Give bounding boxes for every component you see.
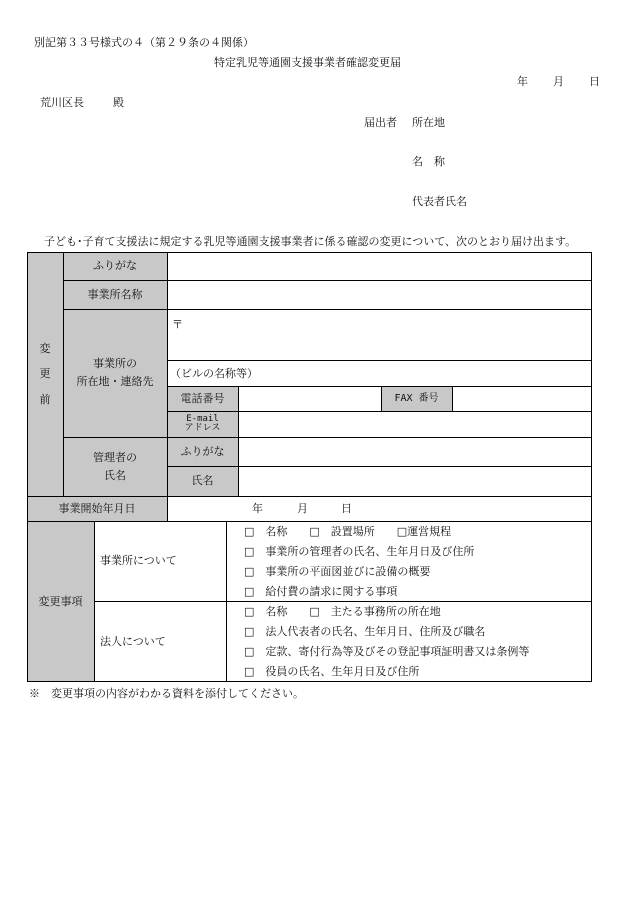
phone-field[interactable] (239, 387, 380, 410)
date-day: 日 (589, 75, 600, 88)
corp-change-option[interactable]: □ 名称 □ 主たる事務所の所在地 (244, 605, 441, 618)
attachment-note: ※ 変更事項の内容がわかる資料を添付してください。 (29, 687, 304, 700)
before-change-char: 前 (39, 392, 51, 406)
addressee-name: 荒川区長 (40, 96, 84, 109)
change-items-label: 変更事項 (38, 594, 83, 608)
phone-label: 電話番号 (180, 391, 225, 405)
location-label-line1: 事業所の (93, 357, 137, 371)
building-name-label: （ビルの名称等） (170, 367, 258, 380)
manager-furigana-label: ふりがな (180, 444, 225, 458)
office-change-option[interactable]: □ 事業所の管理者の氏名、生年月日及び住所 (244, 545, 475, 558)
applicant-name-label: 名 称 (412, 155, 445, 168)
manager-name-field[interactable] (239, 467, 591, 495)
before-change-char: 変 (39, 341, 51, 355)
corp-change-option[interactable]: □ 法人代表者の氏名、生年月日、住所及び職名 (244, 625, 486, 638)
email-label-line1: E-mail (186, 413, 219, 424)
email-label (167, 411, 238, 437)
fax-field[interactable] (453, 387, 591, 410)
date-month: 月 (553, 75, 564, 88)
office-change-option[interactable]: □ 事業所の平面図並びに設備の概要 (244, 565, 431, 578)
start-date-field[interactable] (168, 497, 591, 520)
corp-changes-label: 法人について (100, 634, 166, 648)
location-label-line2: 所在地・連絡先 (76, 375, 154, 388)
corp-change-option[interactable]: □ 役員の氏名、生年月日及び住所 (244, 665, 420, 678)
start-date-year: 年 (252, 502, 263, 515)
office-name-label: 事業所名称 (87, 287, 143, 301)
form-title: 特定乳児等通園支援事業者確認変更届 (214, 56, 401, 69)
email-label-line2: アドレス (184, 423, 221, 433)
manager-furigana-field[interactable] (239, 438, 591, 465)
manager-label-line1: 管理者の (93, 450, 137, 464)
start-date-day: 日 (341, 502, 352, 515)
intro-text: 子ども･子育て支援法に規定する乳児等通園支援事業者に係る確認の変更について、次のとおり届け出ます。 (44, 235, 577, 248)
furigana-field[interactable] (168, 253, 591, 279)
start-date-label: 事業開始年月日 (58, 501, 136, 515)
furigana-label: ふりがな (93, 259, 137, 273)
office-changes-label: 事業所について (100, 554, 177, 568)
office-change-option[interactable]: □ 名称 □ 設置場所 □運営規程 (244, 525, 452, 538)
address-field[interactable] (185, 310, 591, 359)
start-date-month: 月 (297, 502, 308, 515)
building-name-field[interactable] (280, 361, 591, 385)
manager-name-label: 氏名 (191, 474, 214, 488)
applicant-representative-label: 代表者氏名 (412, 195, 467, 208)
form-reference: 別記第３３号様式の４（第２９条の４関係） (34, 36, 254, 49)
office-name-field[interactable] (168, 281, 591, 308)
office-change-option[interactable]: □ 給付費の請求に関する事項 (244, 585, 398, 598)
date-year: 年 (517, 75, 528, 88)
applicant-label: 届出者 (364, 116, 397, 129)
applicant-address-label: 所在地 (412, 116, 445, 129)
before-change-label (27, 252, 63, 496)
manager-label-line2: 氏名 (104, 468, 126, 482)
corp-change-option[interactable]: □ 定款、寄付行為等及びその登記事項証明書又は条例等 (244, 645, 530, 658)
email-field[interactable] (239, 412, 591, 436)
postal-mark: 〒 (172, 318, 183, 331)
fax-label: FAX 番号 (394, 392, 439, 404)
addressee-honorific: 殿 (113, 96, 124, 109)
manager-label (63, 437, 167, 496)
before-change-char: 更 (39, 367, 51, 381)
location-label (63, 309, 167, 437)
